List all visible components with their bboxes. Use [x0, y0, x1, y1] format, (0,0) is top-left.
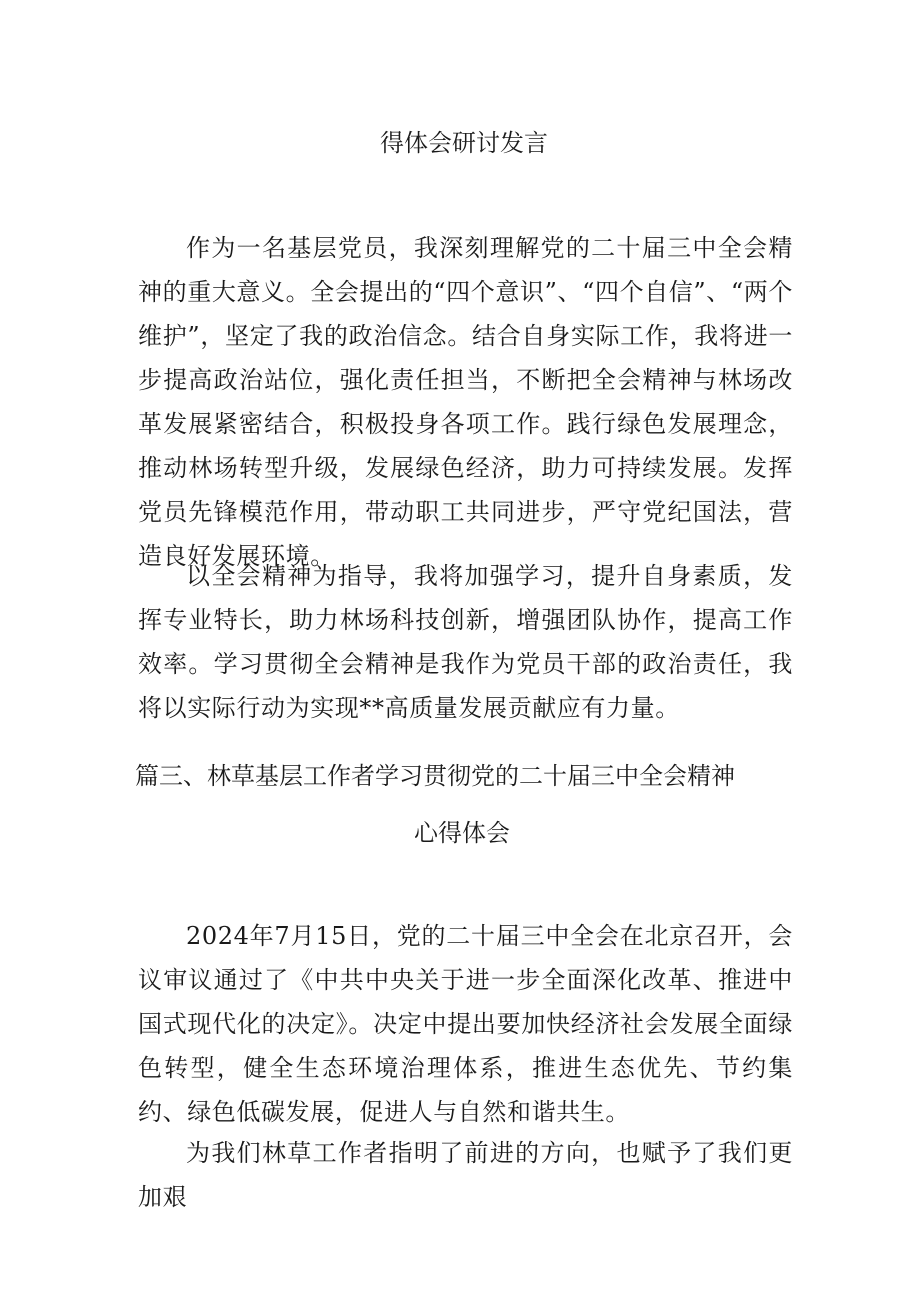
- body-paragraph: 2024年7月15日，党的二十届三中全会在北京召开，会议审议通过了《中共中央关于进一步全面深化改革、推进中国式现代化的决定》。决定中提出要加快经济社会发展全面绿色转型，健全生态环境治理体系，推进生态优先、节约集约、绿色低碳发展，促进人与自然和谐共生。: [138, 922, 793, 1126]
- section-title-line-2: 心得体会: [414, 819, 510, 847]
- body-paragraph: 以全会精神为指导，我将加强学习，提升自身素质，发挥专业特长，助力林场科技创新，增强团队协作，提高工作效率。学习贯彻全会精神是我作为党员干部的政治责任，我将以实际行动为实现**高质量发展贡献应有力量。: [138, 562, 793, 722]
- section-title-line-1: 篇三、林草基层工作者学习贯彻党的二十届三中全会精神: [135, 762, 735, 790]
- body-paragraph: 作为一名基层党员，我深刻理解党的二十届三中全会精神的重大意义。全会提出的“四个意识”、“四个自信”、“两个维护”，坚定了我的政治信念。结合自身实际工作，我将进一步提高政治站位，强化责任担当，不断把全会精神与林场改革发展紧密结合，积极投身各项工作。践行绿色发展理念，推动林场转型升级，发展绿色经济，助力可持续发展。发挥党员先锋模范作用，带动职工共同进步，严守党纪国法，营造良好发展环境。: [138, 234, 793, 570]
- body-paragraph: 为我们林草工作者指明了前进的方向，也赋予了我们更加艰: [138, 1139, 793, 1211]
- section-title: 得体会研讨发言: [380, 129, 548, 157]
